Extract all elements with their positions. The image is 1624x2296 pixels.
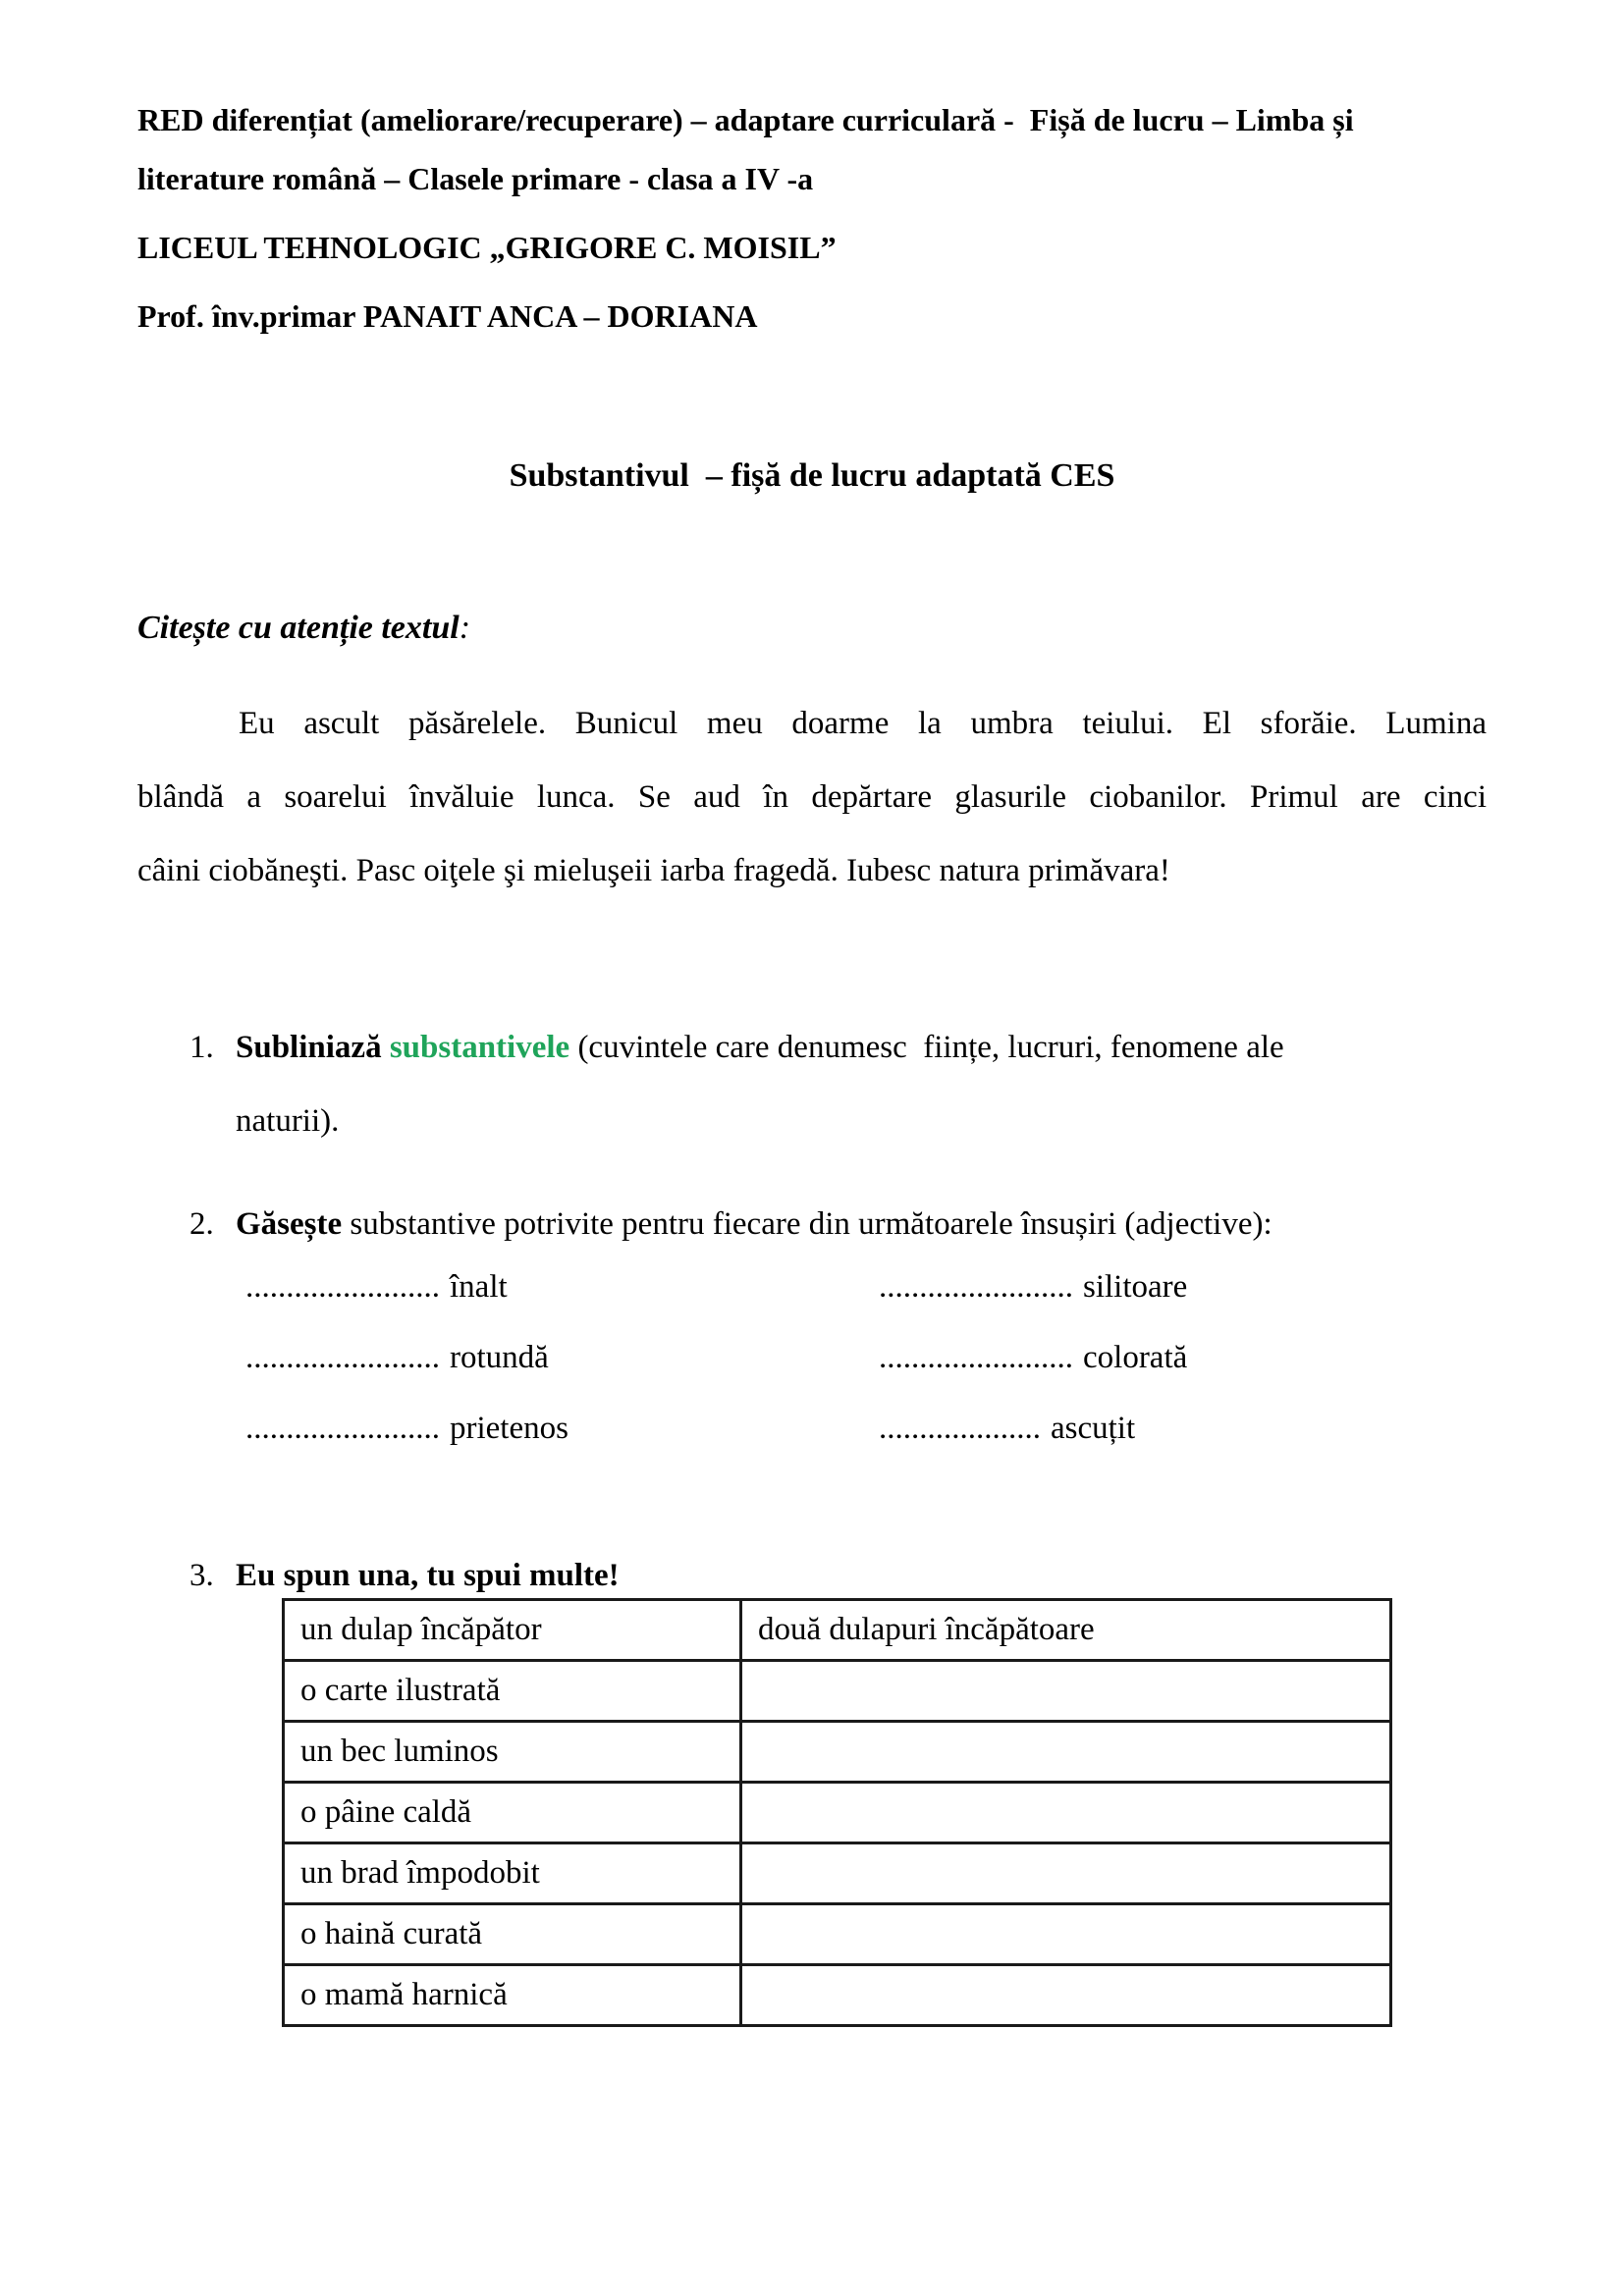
table-row: [284, 1661, 1391, 1722]
exercise-3-text: [236, 1554, 1487, 1598]
header-course-line-1: RED diferențiat (ameliorare/recuperare) – adaptare curriculară - Fișă de lucru – Limba și: [137, 102, 1354, 137]
plural-cell-empty: [741, 1904, 1391, 1965]
exercise-1-rest-line1: (cuvintele care denumesc ființe, lucruri, fenomene ale: [569, 1030, 1284, 1065]
fill-blank-silitoare: [879, 1267, 1487, 1307]
adjective-label: colorată: [1083, 1340, 1188, 1375]
adjective-label: prietenos: [450, 1411, 568, 1446]
reading-instruction: [137, 599, 1487, 658]
plural-cell-empty: [741, 1722, 1391, 1783]
adjective-pair-row: [245, 1267, 1487, 1307]
fill-blank-ascutit: [879, 1409, 1487, 1448]
fill-blank-inalt: [245, 1267, 879, 1307]
exercise-1-verb: Subliniază: [236, 1030, 390, 1065]
singular-cell: o mamă harnică: [284, 1965, 741, 2026]
exercise-1-text: [236, 1011, 1487, 1158]
exercise-2-rest: substantive potrivite pentru fiecare din următoarele însușiri (adjective):: [342, 1206, 1272, 1242]
plural-cell-empty: [741, 1661, 1391, 1722]
reading-text-line: câini ciobăneşti. Pasc oiţele şi mieluşeii iarba fragedă. Iubesc natura primăvara!: [137, 853, 1170, 888]
plural-cell-empty: [741, 1783, 1391, 1843]
exercise-1: [137, 1011, 1487, 1158]
singular-cell: un dulap încăpător: [284, 1600, 741, 1661]
table-row: [284, 1722, 1391, 1783]
adjective-label: ascuțit: [1051, 1411, 1136, 1446]
dotted-line: ........................: [245, 1411, 440, 1446]
table-row: [284, 1843, 1391, 1904]
reading-text-line: blândă a soarelui învăluie lunca. Se aud în depărtare glasurile ciobanilor. Primul are cinci: [137, 779, 1487, 815]
header-school-name: LICEUL TEHNOLOGIC „GRIGORE C. MOISIL”: [137, 230, 837, 265]
adjective-pairs: [245, 1267, 1487, 1448]
singular-cell: un bec luminos: [284, 1722, 741, 1783]
fill-blank-rotunda: [245, 1338, 879, 1377]
exercise-3: [137, 1554, 1487, 1598]
singular-cell: un brad împodobit: [284, 1843, 741, 1904]
singular-cell: o haină curată: [284, 1904, 741, 1965]
dotted-line: ....................: [879, 1411, 1041, 1446]
singular-plural-table: [282, 1598, 1392, 2027]
exercise-1-rest-line2: naturii).: [236, 1103, 340, 1139]
plural-cell: două dulapuri încăpătoare: [741, 1600, 1391, 1661]
document-header: [137, 90, 1487, 346]
reading-instruction-text: Citește cu atenție textul: [137, 610, 460, 646]
header-teacher-name: Prof. înv.primar PANAIT ANCA – DORIANA: [137, 298, 758, 334]
dotted-line: ........................: [879, 1269, 1073, 1305]
adjective-label: rotundă: [450, 1340, 549, 1375]
reading-text-line: Eu ascult păsărelele. Bunicul meu doarme la umbra teiului. El sforăie. Lumina: [239, 706, 1487, 741]
exercise-1-number: 1.: [189, 1030, 214, 1065]
table-row: [284, 1965, 1391, 2026]
adjective-pair-row: [245, 1338, 1487, 1377]
exercise-3-heading: Eu spun una, tu spui multe!: [236, 1558, 620, 1593]
fill-blank-colorata: [879, 1338, 1487, 1377]
page-title: Substantivul – fișă de lucru adaptată CES: [509, 457, 1115, 494]
dotted-line: ........................: [879, 1340, 1073, 1375]
table-row: [284, 1783, 1391, 1843]
table-row: [284, 1904, 1391, 1965]
highlighted-word-substantivele: substantivele: [389, 1030, 570, 1065]
plural-cell-empty: [741, 1843, 1391, 1904]
fill-blank-prietenos: [245, 1409, 879, 1448]
dotted-line: ........................: [245, 1340, 440, 1375]
exercise-2-verb: Găsește: [236, 1206, 343, 1242]
dotted-line: ........................: [245, 1269, 440, 1305]
exercise-2-text: [236, 1195, 1487, 1254]
table-row: [284, 1600, 1391, 1661]
exercise-2-number: 2.: [189, 1206, 214, 1242]
header-course-line-2: literature română – Clasele primare - clasa a IV -a: [137, 161, 814, 196]
exercise-3-number: 3.: [189, 1558, 214, 1593]
header-course-line: [137, 90, 1487, 208]
singular-cell: o carte ilustrată: [284, 1661, 741, 1722]
exercise-2: [137, 1195, 1487, 1254]
plural-cell-empty: [741, 1965, 1391, 2026]
adjective-label: silitoare: [1083, 1269, 1188, 1305]
adjective-pair-row: [245, 1409, 1487, 1448]
singular-cell: o pâine caldă: [284, 1783, 741, 1843]
reading-text: [137, 687, 1487, 908]
adjective-label: înalt: [450, 1269, 508, 1305]
reading-instruction-colon: :: [459, 610, 471, 646]
